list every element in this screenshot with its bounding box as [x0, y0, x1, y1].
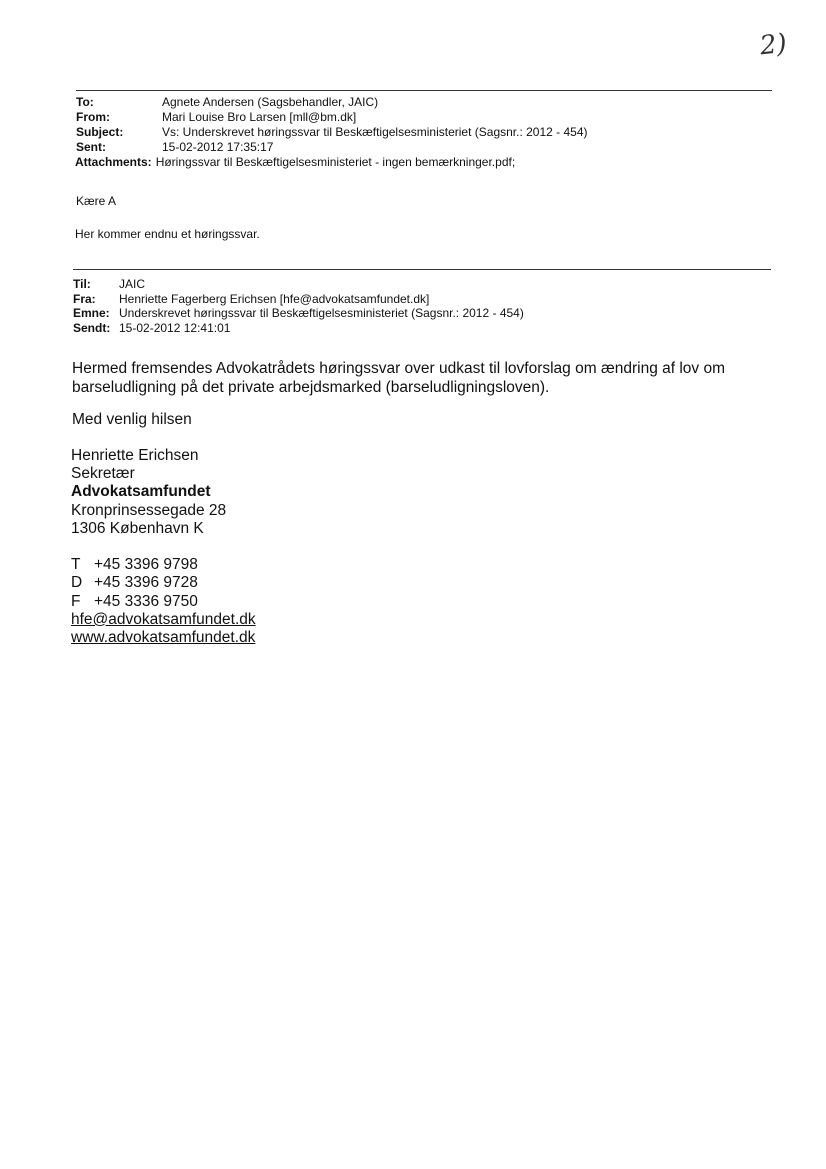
signature-spacer	[71, 538, 256, 556]
sendt-value: 15-02-2012 12:41:01	[119, 320, 231, 335]
signature-name: Henriette Erichsen	[71, 447, 199, 464]
subject-label: Subject:	[76, 125, 124, 139]
attachment-link[interactable]: Høringssvar til Beskæftigelsesministeriet - ingen bemærkninger.pdf;	[155, 155, 516, 169]
direct-label: D	[71, 574, 83, 592]
from-row	[76, 110, 588, 125]
direct-row	[71, 574, 256, 592]
fax-value: +45 3336 9750	[94, 592, 198, 610]
closing: Med venlig hilsen	[72, 411, 192, 428]
emne-value: Underskrevet høringssvar til Beskæftigelsesministeriet (Sagsnr.: 2012 - 454)	[119, 306, 524, 320]
header-divider-top	[76, 90, 772, 91]
fra-value: Henriette Fagerberg Erichsen [hfe@advokatsamfundet.dk]	[119, 291, 430, 306]
greeting: Kære A	[76, 194, 117, 208]
signature-city: 1306 København K	[71, 519, 204, 537]
header-divider-original	[73, 269, 771, 270]
signature-street: Kronprinsessegade 28	[71, 501, 227, 519]
to-row	[76, 95, 588, 110]
sent-label: Sent:	[76, 140, 106, 154]
fax-label: F	[71, 592, 81, 610]
phone-value: +45 3396 9798	[94, 556, 198, 574]
fra-row	[73, 292, 524, 307]
page-number: 2)	[758, 28, 789, 62]
direct-value: +45 3396 9728	[94, 574, 198, 592]
original-email-header	[73, 277, 524, 335]
message-body	[72, 360, 812, 397]
til-row	[73, 277, 524, 292]
emne-row	[73, 306, 524, 321]
intro-text: Her kommer endnu et høringssvar.	[75, 227, 260, 241]
sent-value: 15-02-2012 17:35:17	[162, 140, 274, 154]
phone-row	[71, 556, 256, 574]
message-line-2: barseludligning på det private arbejdsmarked (barseludligningsloven).	[72, 378, 550, 396]
from-label: From:	[76, 110, 110, 124]
subject-value: Vs: Underskrevet høringssvar til Beskæftigelsesministeriet (Sagsnr.: 2012 - 454)	[162, 125, 588, 139]
til-label: Til:	[73, 277, 91, 291]
fax-row	[71, 593, 256, 611]
sendt-row	[73, 321, 524, 336]
to-value: Agnete Andersen (Sagsbehandler, JAIC)	[162, 95, 379, 109]
email-link[interactable]: hfe@advokatsamfundet.dk	[71, 610, 256, 628]
signature-block	[71, 447, 256, 647]
message-line-1: Hermed fremsendes Advokatrådets høringssvar over udkast til lovforslag om ændring af lov om	[72, 360, 726, 377]
sent-row	[76, 140, 588, 155]
emne-label: Emne:	[73, 306, 110, 320]
signature-organization: Advokatsamfundet	[71, 483, 211, 501]
fra-label: Fra:	[73, 291, 96, 306]
to-label: To:	[76, 95, 94, 109]
sendt-label: Sendt:	[73, 320, 111, 335]
phone-label: T	[71, 556, 81, 574]
forwarded-email-header	[76, 95, 588, 170]
attachments-label: Attachments:	[75, 155, 152, 169]
from-value: Mari Louise Bro Larsen [mll@bm.dk]	[162, 110, 357, 124]
attachments-row	[76, 155, 588, 170]
signature-title: Sekretær	[71, 465, 135, 483]
website-link[interactable]: www.advokatsamfundet.dk	[71, 629, 256, 647]
subject-row	[76, 125, 588, 140]
til-value: JAIC	[119, 277, 146, 291]
